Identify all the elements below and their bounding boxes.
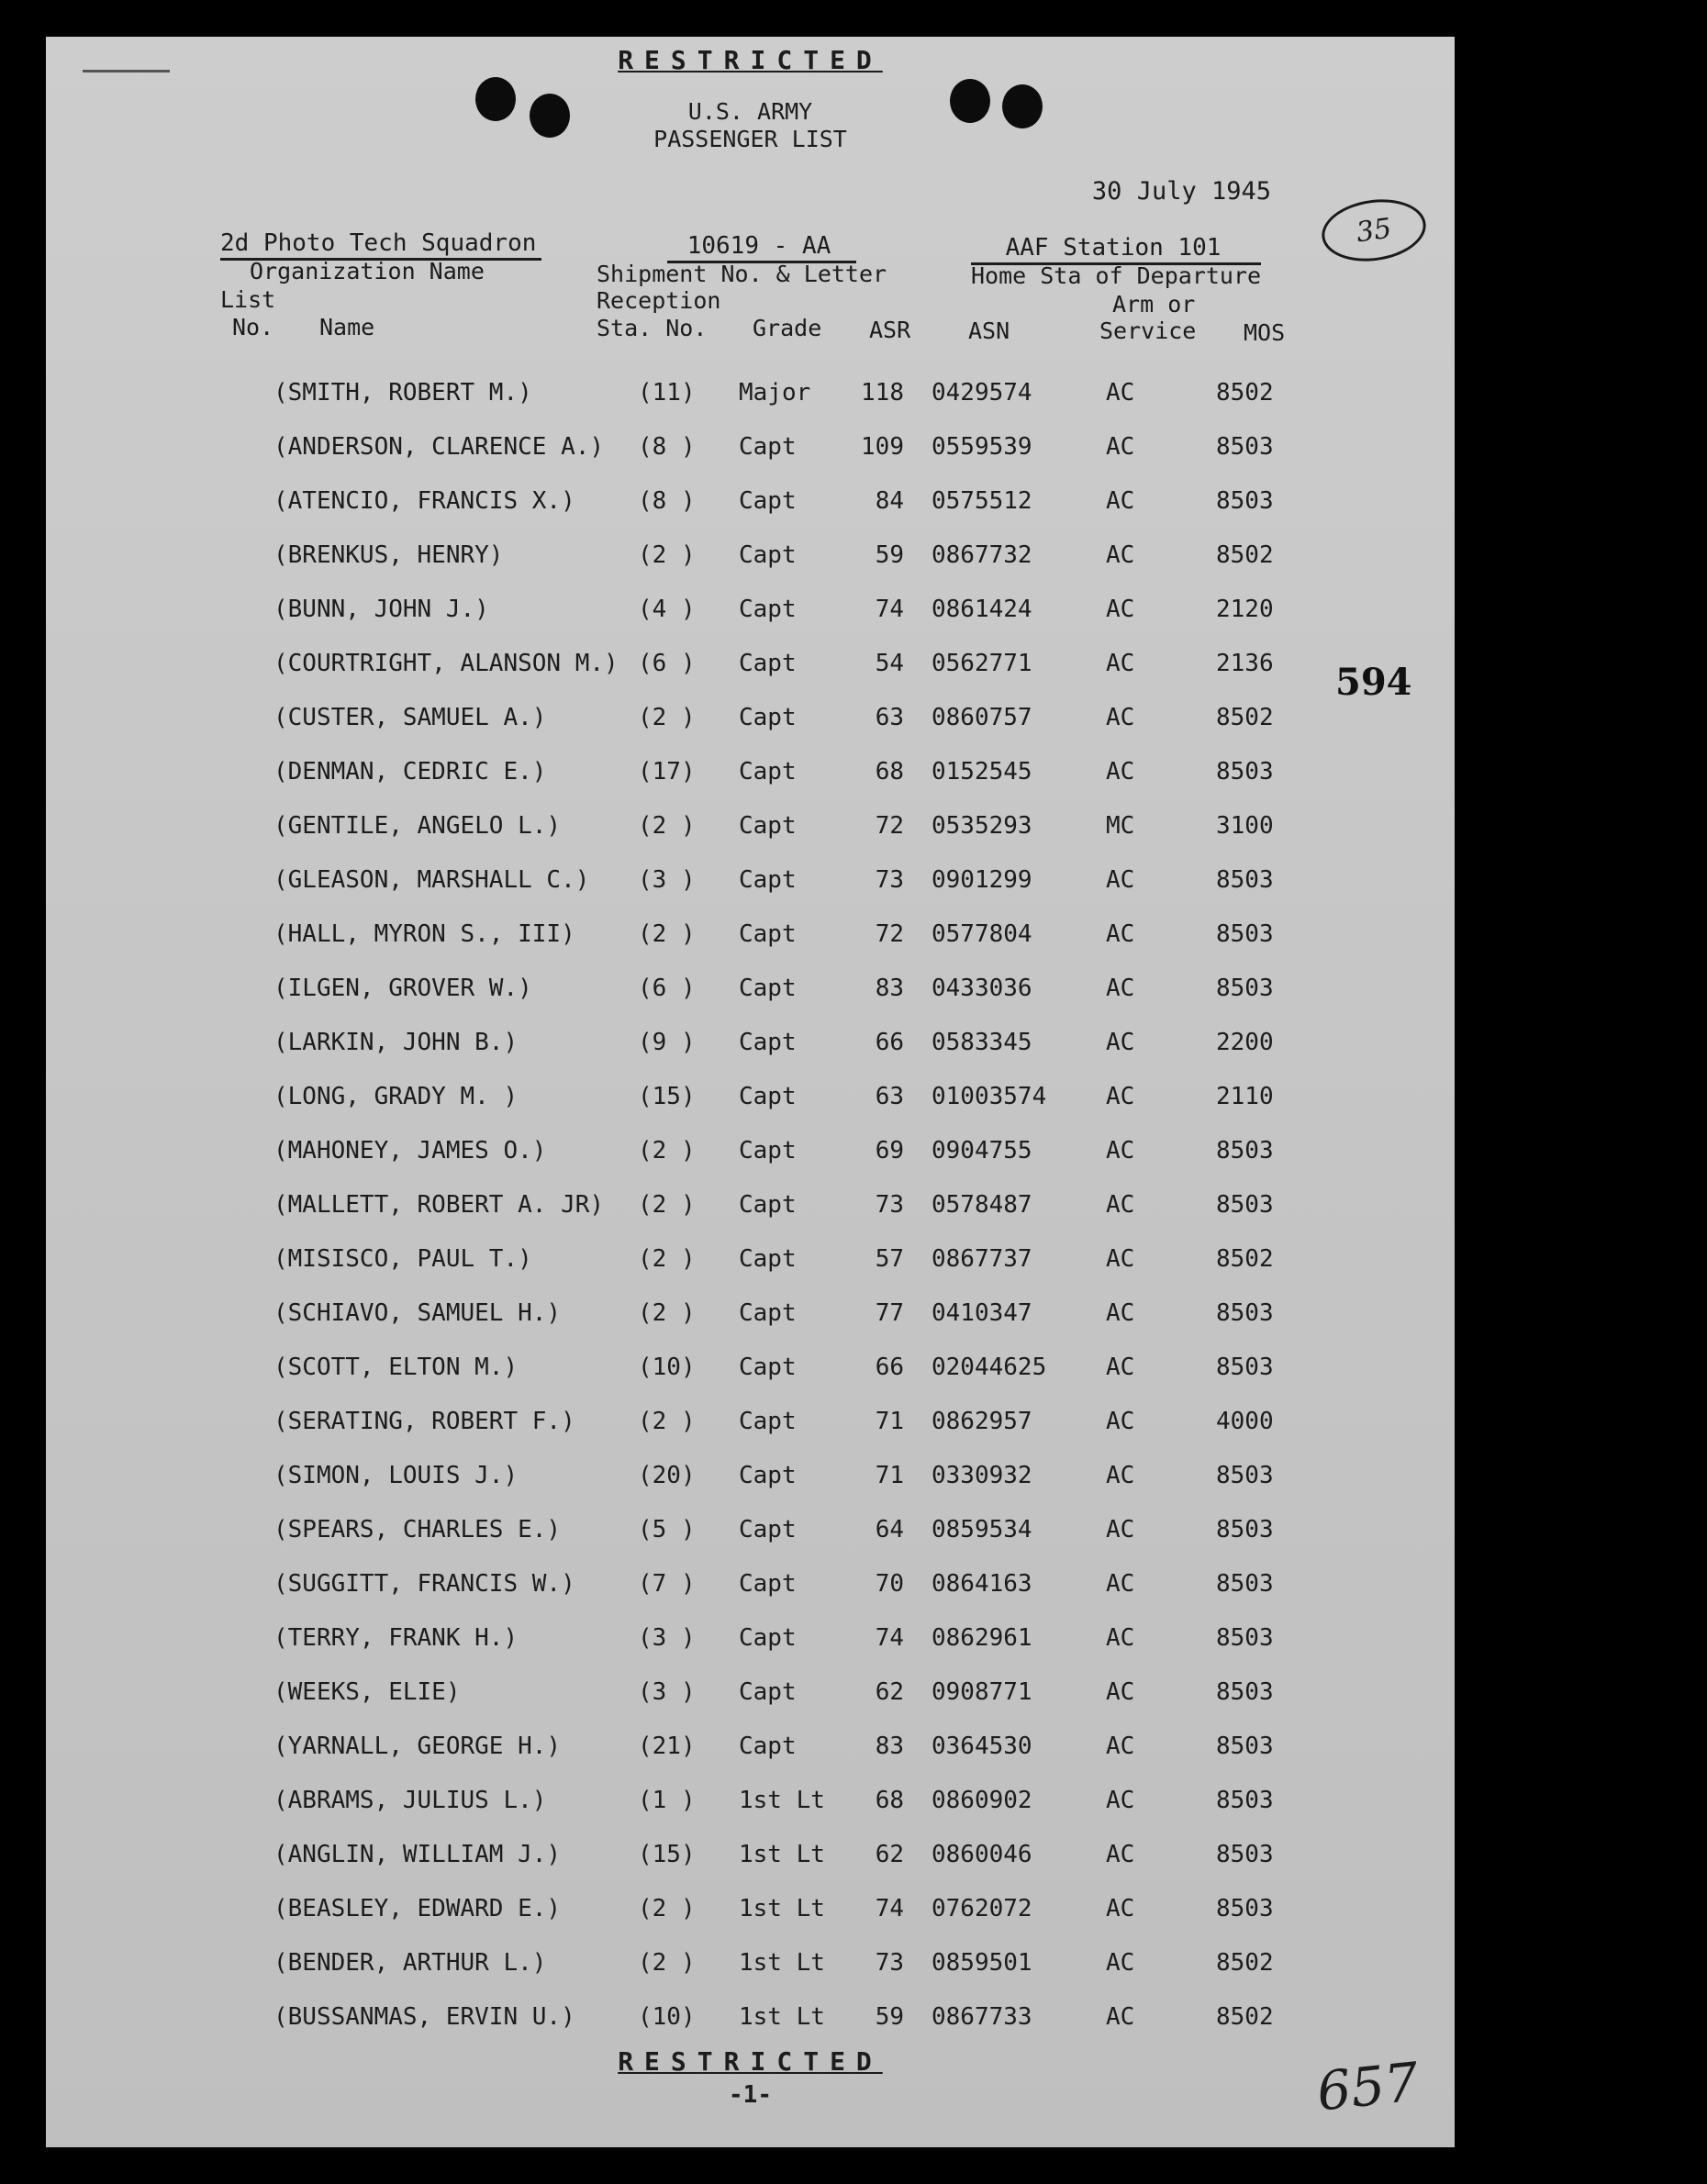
passenger-name: (SERATING, ROBERT F.)	[273, 1408, 575, 1435]
arm-or-service: AC	[1106, 650, 1135, 677]
mos-code: 8503	[1216, 1787, 1274, 1814]
organization-value: 2d Photo Tech Squadron	[220, 229, 541, 261]
col-reception-label: Reception	[597, 287, 721, 314]
reception-station-no: (10)	[638, 2003, 696, 2031]
grade: Capt	[739, 704, 797, 731]
asr-score: 64	[875, 1516, 904, 1543]
asr-score: 73	[875, 1191, 904, 1219]
arm-or-service: AC	[1106, 975, 1135, 1002]
asn-number: 0575512	[932, 487, 1032, 515]
table-row	[46, 758, 1455, 795]
reception-station-no: (4 )	[638, 596, 696, 623]
asr-score: 71	[875, 1462, 904, 1489]
reception-station-no: (2 )	[638, 812, 696, 840]
arm-or-service: AC	[1106, 1029, 1135, 1056]
asr-score: 68	[875, 1787, 904, 1814]
asn-number: 0904755	[932, 1137, 1032, 1164]
col-service-label: Service	[1099, 318, 1197, 344]
asr-score: 59	[875, 541, 904, 569]
mos-code: 2200	[1216, 1029, 1274, 1056]
asr-score: 62	[875, 1678, 904, 1706]
mos-code: 8503	[1216, 1733, 1274, 1760]
col-arm-or-label: Arm or	[1112, 291, 1196, 318]
table-row	[46, 1733, 1455, 1769]
asr-score: 74	[875, 596, 904, 623]
grade: Capt	[739, 1299, 797, 1327]
col-asn-label: ASN	[968, 318, 1010, 344]
passenger-name: (YARNALL, GEORGE H.)	[273, 1733, 562, 1760]
passenger-name: (SIMON, LOUIS J.)	[273, 1462, 519, 1489]
mos-code: 2136	[1216, 650, 1274, 677]
reception-station-no: (1 )	[638, 1787, 696, 1814]
grade: Capt	[739, 1029, 797, 1056]
table-row	[46, 920, 1455, 957]
reception-station-no: (8 )	[638, 433, 696, 461]
asr-score: 74	[875, 1895, 904, 1922]
arm-or-service: AC	[1106, 1570, 1135, 1598]
arm-or-service: AC	[1106, 1137, 1135, 1164]
asn-number: 0862957	[932, 1408, 1032, 1435]
arm-or-service: AC	[1106, 1949, 1135, 1977]
grade: Capt	[739, 1191, 797, 1219]
asn-number: 0410347	[932, 1299, 1032, 1327]
grade: Capt	[739, 1570, 797, 1598]
grade: Capt	[739, 1245, 797, 1273]
asr-score: 57	[875, 1245, 904, 1273]
reception-station-no: (10)	[638, 1354, 696, 1381]
asr-score: 72	[875, 920, 904, 948]
reception-station-no: (11)	[638, 379, 696, 407]
grade: 1st Lt	[739, 2003, 825, 2031]
grade: 1st Lt	[739, 1949, 825, 1977]
passenger-name: (CUSTER, SAMUEL A.)	[273, 704, 547, 731]
passenger-name: (DENMAN, CEDRIC E.)	[273, 758, 547, 786]
asr-score: 84	[875, 487, 904, 515]
document-page	[46, 37, 1455, 2147]
asn-number: 0535293	[932, 812, 1032, 840]
mos-code: 8503	[1216, 1137, 1274, 1164]
asn-number: 0867737	[932, 1245, 1032, 1273]
passenger-name: (COURTRIGHT, ALANSON M.)	[273, 650, 619, 677]
grade: Capt	[739, 1516, 797, 1543]
table-row	[46, 1624, 1455, 1661]
grade: Capt	[739, 1678, 797, 1706]
mos-code: 4000	[1216, 1408, 1274, 1435]
col-grade-label: Grade	[753, 315, 822, 341]
arm-or-service: AC	[1106, 379, 1135, 407]
table-row	[46, 1787, 1455, 1823]
asn-number: 0859534	[932, 1516, 1032, 1543]
table-row	[46, 1516, 1455, 1553]
mos-code: 8503	[1216, 1191, 1274, 1219]
mos-code: 8503	[1216, 1895, 1274, 1922]
grade: Capt	[739, 1624, 797, 1652]
asr-score: 72	[875, 812, 904, 840]
table-row	[46, 975, 1455, 1011]
mos-code: 8502	[1216, 379, 1274, 407]
home-station-value: AAF Station 101	[971, 234, 1261, 265]
reception-station-no: (3 )	[638, 1678, 696, 1706]
reception-station-no: (2 )	[638, 920, 696, 948]
asn-number: 02044625	[932, 1354, 1047, 1381]
passenger-name: (MAHONEY, JAMES O.)	[273, 1137, 547, 1164]
home-station-label: Home Sta of Departure	[971, 262, 1262, 289]
arm-or-service: AC	[1106, 1191, 1135, 1219]
grade: 1st Lt	[739, 1787, 825, 1814]
mos-code: 2110	[1216, 1083, 1274, 1110]
grade: Capt	[739, 920, 797, 948]
passenger-name: (BUSSANMAS, ERVIN U.)	[273, 2003, 575, 2031]
shipment-value: 10619 - AA	[667, 232, 856, 263]
asr-score: 74	[875, 1624, 904, 1652]
grade: 1st Lt	[739, 1895, 825, 1922]
asr-score: 69	[875, 1137, 904, 1164]
reception-station-no: (6 )	[638, 975, 696, 1002]
asn-number: 0152545	[932, 758, 1032, 786]
arm-or-service: AC	[1106, 1354, 1135, 1381]
reception-station-no: (2 )	[638, 1245, 696, 1273]
table-row	[46, 1029, 1455, 1065]
table-row	[46, 1895, 1455, 1932]
passenger-name: (GENTILE, ANGELO L.)	[273, 812, 562, 840]
mos-code: 8503	[1216, 1354, 1274, 1381]
mos-code: 8503	[1216, 920, 1274, 948]
arm-or-service: AC	[1106, 1841, 1135, 1868]
organization-label: Organization Name	[250, 258, 485, 284]
page-number: -1-	[729, 2081, 772, 2109]
grade: Major	[739, 379, 811, 407]
circled-number: 35	[1318, 193, 1430, 267]
table-row	[46, 1354, 1455, 1390]
col-no-label: No.	[232, 314, 274, 340]
classification-footer: RESTRICTED	[618, 2046, 883, 2077]
arm-or-service: AC	[1106, 920, 1135, 948]
asn-number: 0559539	[932, 433, 1032, 461]
grade: Capt	[739, 1462, 797, 1489]
asr-score: 83	[875, 1733, 904, 1760]
reception-station-no: (2 )	[638, 1408, 696, 1435]
passenger-name: (SPEARS, CHARLES E.)	[273, 1516, 562, 1543]
classification-header: RESTRICTED	[618, 45, 883, 75]
arm-or-service: AC	[1106, 866, 1135, 894]
arm-or-service: AC	[1106, 2003, 1135, 2031]
asr-score: 77	[875, 1299, 904, 1327]
arm-or-service: AC	[1106, 704, 1135, 731]
passenger-name: (ANGLIN, WILLIAM J.)	[273, 1841, 562, 1868]
table-row	[46, 487, 1455, 524]
table-row	[46, 1408, 1455, 1444]
table-row	[46, 650, 1455, 686]
table-row	[46, 1841, 1455, 1878]
table-row	[46, 1462, 1455, 1499]
grade: Capt	[739, 1083, 797, 1110]
passenger-name: (SCHIAVO, SAMUEL H.)	[273, 1299, 562, 1327]
asr-score: 71	[875, 1408, 904, 1435]
reception-station-no: (3 )	[638, 866, 696, 894]
grade: Capt	[739, 1354, 797, 1381]
asn-number: 0583345	[932, 1029, 1032, 1056]
passenger-name: (ABRAMS, JULIUS L.)	[273, 1787, 547, 1814]
reception-station-no: (2 )	[638, 1949, 696, 1977]
asn-number: 0364530	[932, 1733, 1032, 1760]
table-row	[46, 1191, 1455, 1228]
arm-or-service: AC	[1106, 758, 1135, 786]
table-row	[46, 1245, 1455, 1282]
asn-number: 0762072	[932, 1895, 1032, 1922]
arm-or-service: AC	[1106, 487, 1135, 515]
passenger-name: (ATENCIO, FRANCIS X.)	[273, 487, 575, 515]
col-asr-label: ASR	[869, 317, 911, 343]
asn-number: 0864163	[932, 1570, 1032, 1598]
passenger-name: (MISISCO, PAUL T.)	[273, 1245, 532, 1273]
passenger-name: (TERRY, FRANK H.)	[273, 1624, 519, 1652]
table-row	[46, 2003, 1455, 2040]
asn-number: 0330932	[932, 1462, 1032, 1489]
arm-or-service: AC	[1106, 1787, 1135, 1814]
col-list-label: List	[220, 286, 276, 313]
col-mos-label: MOS	[1244, 319, 1286, 346]
reception-station-no: (15)	[638, 1841, 696, 1868]
asn-number: 0901299	[932, 866, 1032, 894]
arm-or-service: AC	[1106, 596, 1135, 623]
table-row	[46, 1299, 1455, 1336]
grade: 1st Lt	[739, 1841, 825, 1868]
table-row	[46, 866, 1455, 903]
asn-number: 0578487	[932, 1191, 1032, 1219]
passenger-name: (LONG, GRADY M. )	[273, 1083, 519, 1110]
table-row	[46, 596, 1455, 632]
passenger-name: (ILGEN, GROVER W.)	[273, 975, 532, 1002]
table-row	[46, 704, 1455, 741]
passenger-name: (BUNN, JOHN J.)	[273, 596, 489, 623]
asr-score: 62	[875, 1841, 904, 1868]
passenger-name: (GLEASON, MARSHALL C.)	[273, 866, 590, 894]
arm-or-service: AC	[1106, 1299, 1135, 1327]
table-row	[46, 812, 1455, 849]
passenger-name: (SMITH, ROBERT M.)	[273, 379, 532, 407]
table-row	[46, 1570, 1455, 1607]
arm-or-service: AC	[1106, 433, 1135, 461]
passenger-name: (SCOTT, ELTON M.)	[273, 1354, 519, 1381]
mos-code: 8503	[1216, 1462, 1274, 1489]
col-name-label: Name	[319, 314, 375, 340]
asn-number: 0867732	[932, 541, 1032, 569]
mos-code: 8503	[1216, 866, 1274, 894]
asn-number: 0860902	[932, 1787, 1032, 1814]
asn-number: 0867733	[932, 2003, 1032, 2031]
asr-score: 63	[875, 1083, 904, 1110]
reception-station-no: (2 )	[638, 704, 696, 731]
mos-code: 8503	[1216, 1678, 1274, 1706]
grade: Capt	[739, 812, 797, 840]
mos-code: 8503	[1216, 487, 1274, 515]
arm-or-service: AC	[1106, 1245, 1135, 1273]
reception-station-no: (8 )	[638, 487, 696, 515]
grade: Capt	[739, 650, 797, 677]
table-row	[46, 1678, 1455, 1715]
table-row	[46, 1137, 1455, 1174]
arm-or-service: AC	[1106, 1408, 1135, 1435]
arm-or-service: AC	[1106, 541, 1135, 569]
table-row	[46, 379, 1455, 416]
arm-or-service: AC	[1106, 1678, 1135, 1706]
arm-or-service: AC	[1106, 1462, 1135, 1489]
asn-number: 01003574	[932, 1083, 1047, 1110]
asr-score: 66	[875, 1354, 904, 1381]
arm-or-service: AC	[1106, 1624, 1135, 1652]
asn-number: 0860757	[932, 704, 1032, 731]
grade: Capt	[739, 487, 797, 515]
asn-number: 0860046	[932, 1841, 1032, 1868]
asr-score: 63	[875, 704, 904, 731]
passenger-name: (BRENKUS, HENRY)	[273, 541, 504, 569]
asn-number: 0577804	[932, 920, 1032, 948]
mos-code: 8503	[1216, 1841, 1274, 1868]
asr-score: 83	[875, 975, 904, 1002]
asn-number: 0429574	[932, 379, 1032, 407]
asr-score: 118	[861, 379, 904, 407]
grade: Capt	[739, 758, 797, 786]
mos-code: 8503	[1216, 1570, 1274, 1598]
asr-score: 54	[875, 650, 904, 677]
document-title: PASSENGER LIST	[653, 126, 847, 152]
table-row	[46, 1083, 1455, 1120]
reception-station-no: (2 )	[638, 1137, 696, 1164]
grade: Capt	[739, 1137, 797, 1164]
arm-or-service: MC	[1106, 812, 1135, 840]
reception-station-no: (2 )	[638, 541, 696, 569]
passenger-name: (ANDERSON, CLARENCE A.)	[273, 433, 605, 461]
passenger-name: (SUGGITT, FRANCIS W.)	[273, 1570, 575, 1598]
mos-code: 8503	[1216, 975, 1274, 1002]
agency-title: U.S. ARMY	[687, 98, 813, 125]
shipment-label: Shipment No. & Letter	[597, 261, 887, 287]
reception-station-no: (9 )	[638, 1029, 696, 1056]
asr-score: 59	[875, 2003, 904, 2031]
grade: Capt	[739, 541, 797, 569]
grade: Capt	[739, 975, 797, 1002]
mos-code: 8503	[1216, 758, 1274, 786]
reception-station-no: (20)	[638, 1462, 696, 1489]
reception-station-no: (21)	[638, 1733, 696, 1760]
asn-number: 0562771	[932, 650, 1032, 677]
asr-score: 66	[875, 1029, 904, 1056]
reception-station-no: (7 )	[638, 1570, 696, 1598]
mos-code: 8503	[1216, 1299, 1274, 1327]
asr-score: 73	[875, 1949, 904, 1977]
reception-station-no: (17)	[638, 758, 696, 786]
asr-score: 109	[861, 433, 904, 461]
asr-score: 68	[875, 758, 904, 786]
handwritten-number: 657	[1313, 2050, 1422, 2123]
reception-station-no: (2 )	[638, 1191, 696, 1219]
side-stamp-number: 594	[1335, 661, 1412, 704]
arm-or-service: AC	[1106, 1895, 1135, 1922]
grade: Capt	[739, 433, 797, 461]
mos-code: 8502	[1216, 2003, 1274, 2031]
mos-code: 8502	[1216, 1245, 1274, 1273]
mos-code: 8503	[1216, 1516, 1274, 1543]
reception-station-no: (2 )	[638, 1895, 696, 1922]
asn-number: 0862961	[932, 1624, 1032, 1652]
document-date: 30 July 1945	[1091, 177, 1271, 206]
asn-number: 0433036	[932, 975, 1032, 1002]
asr-score: 73	[875, 866, 904, 894]
asn-number: 0908771	[932, 1678, 1032, 1706]
reception-station-no: (3 )	[638, 1624, 696, 1652]
arm-or-service: AC	[1106, 1516, 1135, 1543]
reception-station-no: (15)	[638, 1083, 696, 1110]
passenger-name: (LARKIN, JOHN B.)	[273, 1029, 519, 1056]
mos-code: 8502	[1216, 704, 1274, 731]
col-sta-no-label: Sta. No.	[597, 315, 708, 341]
table-row	[46, 1949, 1455, 1986]
arm-or-service: AC	[1106, 1083, 1135, 1110]
reception-station-no: (2 )	[638, 1299, 696, 1327]
mos-code: 2120	[1216, 596, 1274, 623]
mos-code: 8502	[1216, 541, 1274, 569]
grade: Capt	[739, 1733, 797, 1760]
passenger-name: (BEASLEY, EDWARD E.)	[273, 1895, 562, 1922]
reception-station-no: (6 )	[638, 650, 696, 677]
grade: Capt	[739, 1408, 797, 1435]
passenger-name: (WEEKS, ELIE)	[273, 1678, 461, 1706]
passenger-name: (MALLETT, ROBERT A. JR)	[273, 1191, 605, 1219]
mos-code: 8502	[1216, 1949, 1274, 1977]
grade: Capt	[739, 866, 797, 894]
mos-code: 8503	[1216, 433, 1274, 461]
asn-number: 0861424	[932, 596, 1032, 623]
arm-or-service: AC	[1106, 1733, 1135, 1760]
passenger-name: (BENDER, ARTHUR L.)	[273, 1949, 547, 1977]
mos-code: 8503	[1216, 1624, 1274, 1652]
asr-score: 70	[875, 1570, 904, 1598]
passenger-name: (HALL, MYRON S., III)	[273, 920, 575, 948]
mos-code: 3100	[1216, 812, 1274, 840]
table-row	[46, 433, 1455, 470]
asn-number: 0859501	[932, 1949, 1032, 1977]
reception-station-no: (5 )	[638, 1516, 696, 1543]
table-row	[46, 541, 1455, 578]
grade: Capt	[739, 596, 797, 623]
